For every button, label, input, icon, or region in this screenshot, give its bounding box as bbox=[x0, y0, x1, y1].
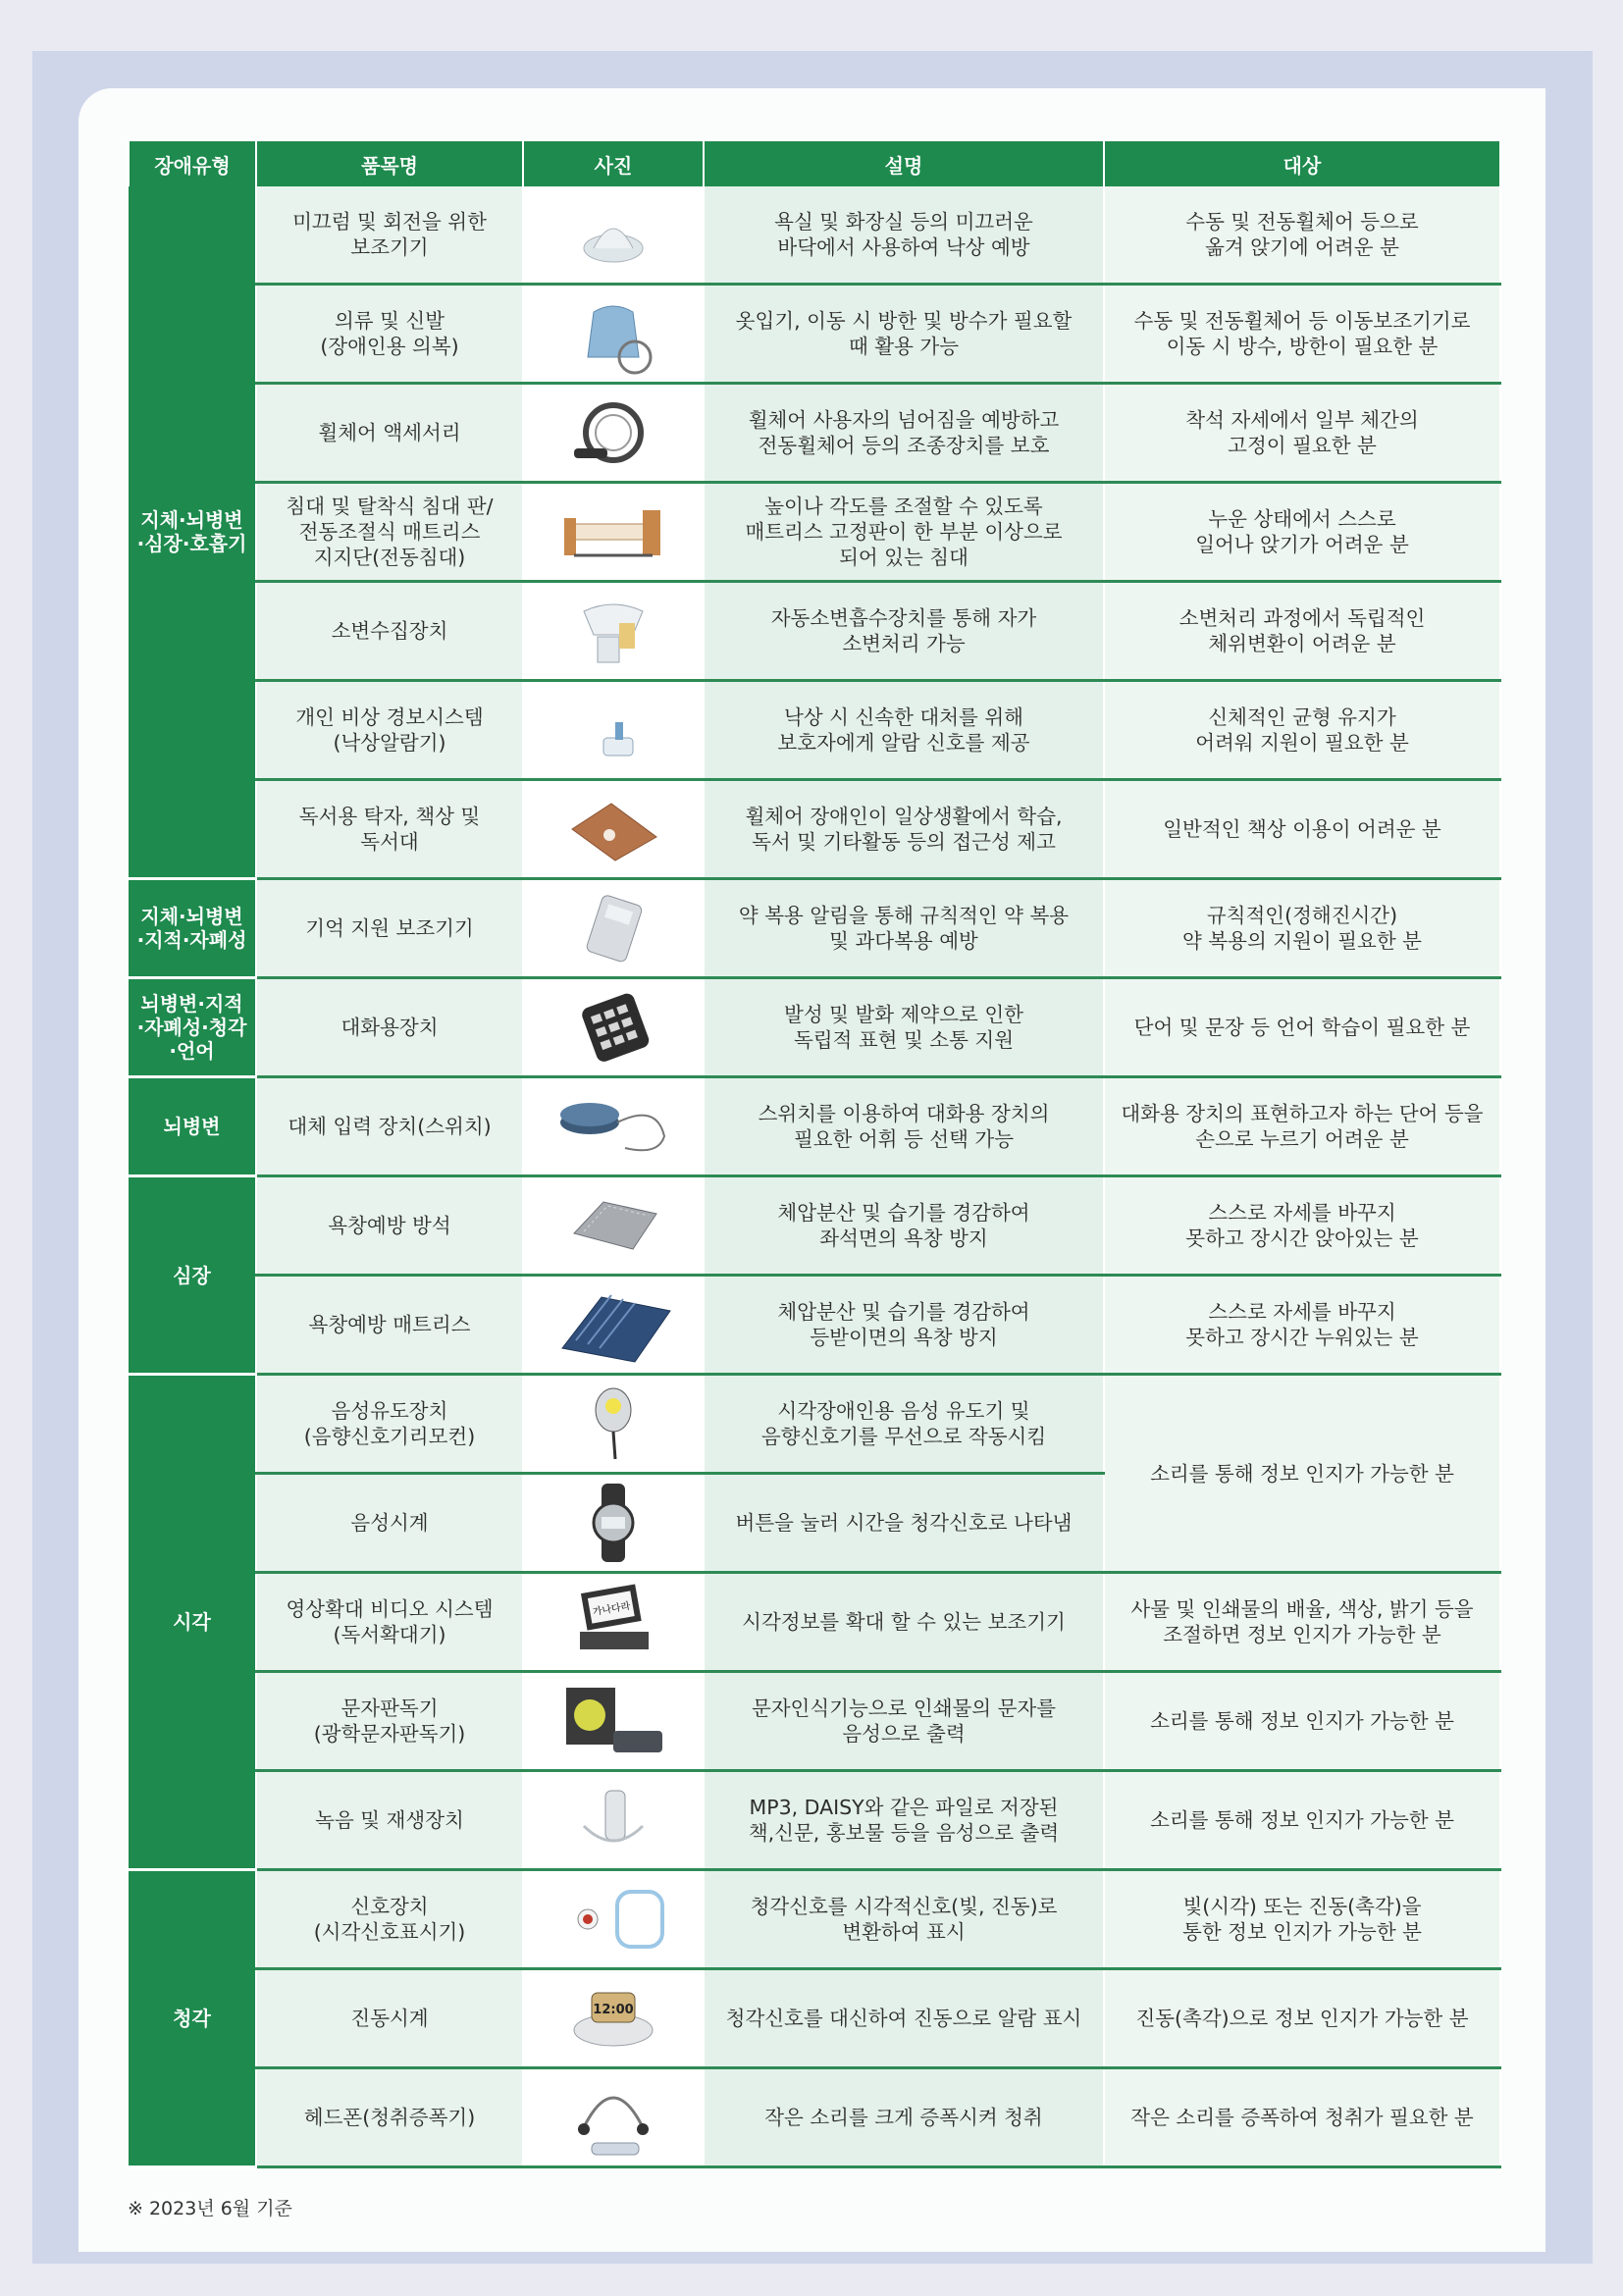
disability-type-cell: 지체·뇌병변 ·지적·자폐성 bbox=[129, 879, 256, 978]
photo-cell bbox=[523, 1375, 704, 1474]
reading-stand-icon bbox=[554, 786, 672, 872]
assistive-device-table bbox=[128, 139, 1501, 2168]
vibrating-clock-icon bbox=[554, 1975, 672, 2061]
item-name-cell: 기억 지원 보조기기 bbox=[256, 879, 523, 978]
disability-type-cell: 심장 bbox=[129, 1176, 256, 1375]
description-cell: 발성 및 발화 제약으로 인한 독립적 표현 및 소통 지원 bbox=[704, 978, 1104, 1077]
audio-player-icon bbox=[554, 1777, 672, 1863]
table-row bbox=[129, 1375, 1500, 1474]
photo-cell bbox=[523, 1870, 704, 1969]
table-row bbox=[129, 978, 1500, 1077]
target-cell: 진동(촉각)으로 정보 인지가 가능한 분 bbox=[1104, 1969, 1500, 2068]
item-name-cell: 녹음 및 재생장치 bbox=[256, 1771, 523, 1870]
item-name-cell: 진동시계 bbox=[256, 1969, 523, 2068]
clock-display-text: 12:00 bbox=[593, 2003, 634, 2017]
footnote: ※ 2023년 6월 기준 bbox=[128, 2198, 292, 2219]
table-row bbox=[129, 1771, 1500, 1870]
signal-light-icon bbox=[554, 1876, 672, 1962]
target-cell: 소변처리 과정에서 독립적인 체위변환이 어려운 분 bbox=[1104, 582, 1500, 681]
table-row bbox=[129, 1077, 1500, 1176]
wheel-belt-icon bbox=[554, 390, 672, 476]
target-cell: 착석 자세에서 일부 체간의 고정이 필요한 분 bbox=[1104, 384, 1500, 483]
target-cell: 소리를 통해 정보 인지가 가능한 분 bbox=[1104, 1771, 1500, 1870]
description-cell: 약 복용 알림을 통해 규칙적인 약 복용 및 과다복용 예방 bbox=[704, 879, 1104, 978]
magnifier-screen-text: 가나다라 bbox=[592, 1600, 632, 1619]
photo-cell bbox=[523, 1276, 704, 1375]
target-cell: 사물 및 인쇄물의 배율, 색상, 밝기 등을 조절하면 정보 인지가 가능한 분 bbox=[1104, 1573, 1500, 1672]
description-cell: 욕실 및 화장실 등의 미끄러운 바닥에서 사용하여 낙상 예방 bbox=[704, 186, 1104, 285]
target-cell: 대화용 장치의 표현하고자 하는 단어 등을 손으로 누르기 어려운 분 bbox=[1104, 1077, 1500, 1176]
item-name-cell: 음성유도장치 (음향신호기리모컨) bbox=[256, 1375, 523, 1474]
electric-bed-icon bbox=[554, 489, 672, 575]
ocr-reader-icon bbox=[554, 1678, 672, 1764]
table-row bbox=[129, 2068, 1500, 2167]
target-cell: 수동 및 전동휠체어 등 이동보조기기로 이동 시 방수, 방한이 필요한 분 bbox=[1104, 285, 1500, 384]
description-cell: 휠체어 사용자의 넘어짐을 예방하고 전동휠체어 등의 조종장치를 보호 bbox=[704, 384, 1104, 483]
description-cell: 버튼을 눌러 시간을 청각신호로 나타냄 bbox=[704, 1474, 1104, 1573]
table-row bbox=[129, 1672, 1500, 1771]
item-name-cell: 휠체어 액세서리 bbox=[256, 384, 523, 483]
remote-control-icon bbox=[554, 1381, 672, 1467]
headphone-amplifier-icon bbox=[554, 2074, 672, 2161]
table-header-row bbox=[129, 140, 1500, 186]
description-cell: 청각신호를 대신하여 진동으로 알람 표시 bbox=[704, 1969, 1104, 2068]
photo-cell bbox=[523, 1672, 704, 1771]
target-cell: 신체적인 균형 유지가 어려워 지원이 필요한 분 bbox=[1104, 681, 1500, 780]
table-row bbox=[129, 186, 1500, 285]
target-cell: 작은 소리를 증폭하여 청취가 필요한 분 bbox=[1104, 2068, 1500, 2167]
photo-cell bbox=[523, 1771, 704, 1870]
input-switch-icon bbox=[554, 1083, 672, 1170]
table-row bbox=[129, 879, 1500, 978]
table-row bbox=[129, 1573, 1500, 1672]
item-name-cell: 미끄럼 및 회전을 위한 보조기기 bbox=[256, 186, 523, 285]
item-name-cell: 개인 비상 경보시스템 (낙상알람기) bbox=[256, 681, 523, 780]
photo-cell bbox=[523, 681, 704, 780]
photo-cell bbox=[523, 384, 704, 483]
target-cell: 스스로 자세를 바꾸지 못하고 장시간 누워있는 분 bbox=[1104, 1276, 1500, 1375]
photo-cell bbox=[523, 582, 704, 681]
description-cell: 자동소변흡수장치를 통해 자가 소변처리 가능 bbox=[704, 582, 1104, 681]
table-row bbox=[129, 285, 1500, 384]
fall-alarm-icon bbox=[554, 687, 672, 773]
photo-cell bbox=[523, 1176, 704, 1276]
disability-type-cell: 지체·뇌병변 ·심장·호흡기 bbox=[129, 186, 256, 879]
target-cell: 수동 및 전동휠체어 등으로 옮겨 앉기에 어려운 분 bbox=[1104, 186, 1500, 285]
item-name-cell: 대체 입력 장치(스위치) bbox=[256, 1077, 523, 1176]
description-cell: 높이나 각도를 조절할 수 있도록 매트리스 고정판이 한 부분 이상으로 되어 있는 침대 bbox=[704, 483, 1104, 582]
disability-type-cell: 뇌병변 bbox=[129, 1077, 256, 1176]
photo-cell bbox=[523, 483, 704, 582]
target-cell: 빛(시각) 또는 진동(촉각)을 통한 정보 인지가 가능한 분 bbox=[1104, 1870, 1500, 1969]
description-cell: 시각장애인용 음성 유도기 및 음향신호기를 무선으로 작동시킴 bbox=[704, 1375, 1104, 1474]
target-cell: 스스로 자세를 바꾸지 못하고 장시간 앉아있는 분 bbox=[1104, 1176, 1500, 1276]
pill-reminder-icon bbox=[554, 885, 672, 971]
description-cell: 옷입기, 이동 시 방한 및 방수가 필요할 때 활용 가능 bbox=[704, 285, 1104, 384]
table-row bbox=[129, 582, 1500, 681]
slip-prevention-mat-icon bbox=[554, 191, 672, 278]
item-name-cell: 의류 및 신발 (장애인용 의복) bbox=[256, 285, 523, 384]
target-cell: 단어 및 문장 등 언어 학습이 필요한 분 bbox=[1104, 978, 1500, 1077]
target-cell: 일반적인 책상 이용이 어려운 분 bbox=[1104, 780, 1500, 879]
description-cell: 휠체어 장애인이 일상생활에서 학습, 독서 및 기타활동 등의 접근성 제고 bbox=[704, 780, 1104, 879]
table-row bbox=[129, 384, 1500, 483]
mattress-icon bbox=[554, 1281, 672, 1368]
urine-collector-icon bbox=[554, 588, 672, 674]
table-row bbox=[129, 1969, 1500, 2068]
description-cell: 시각정보를 확대 할 수 있는 보조기기 bbox=[704, 1573, 1104, 1672]
description-cell: 낙상 시 신속한 대처를 위해 보호자에게 알람 신호를 제공 bbox=[704, 681, 1104, 780]
item-name-cell: 독서용 탁자, 책상 및 독서대 bbox=[256, 780, 523, 879]
table-row bbox=[129, 1276, 1500, 1375]
item-name-cell: 신호장치 (시각신호표시기) bbox=[256, 1870, 523, 1969]
header-item-name: 품목명 bbox=[256, 140, 523, 186]
cushion-icon bbox=[554, 1182, 672, 1269]
item-name-cell: 침대 및 탈착식 침대 판/ 전동조절식 매트리스 지지단(전동침대) bbox=[256, 483, 523, 582]
target-cell: 누운 상태에서 스스로 일어나 앉기가 어려운 분 bbox=[1104, 483, 1500, 582]
item-name-cell: 문자판독기 (광학문자판독기) bbox=[256, 1672, 523, 1771]
target-cell: 규칙적인(정해진시간) 약 복용의 지원이 필요한 분 bbox=[1104, 879, 1500, 978]
item-name-cell: 대화용장치 bbox=[256, 978, 523, 1077]
table-row bbox=[129, 1870, 1500, 1969]
item-name-cell: 음성시계 bbox=[256, 1474, 523, 1573]
header-target: 대상 bbox=[1104, 140, 1500, 186]
item-name-cell: 영상확대 비디오 시스템 (독서확대기) bbox=[256, 1573, 523, 1672]
description-cell: 작은 소리를 크게 증폭시켜 청취 bbox=[704, 2068, 1104, 2167]
photo-cell bbox=[523, 2068, 704, 2167]
photo-cell bbox=[523, 978, 704, 1077]
disability-type-cell: 청각 bbox=[129, 1870, 256, 2167]
description-cell: 문자인식기능으로 인쇄물의 문자를 음성으로 출력 bbox=[704, 1672, 1104, 1771]
item-name-cell: 헤드폰(청취증폭기) bbox=[256, 2068, 523, 2167]
wheelchair-cape-icon bbox=[554, 290, 672, 377]
table-row bbox=[129, 780, 1500, 879]
table-row bbox=[129, 483, 1500, 582]
disability-type-cell: 시각 bbox=[129, 1375, 256, 1870]
disability-type-cell: 뇌병변·지적 ·자폐성·청각 ·언어 bbox=[129, 978, 256, 1077]
target-cell: 소리를 통해 정보 인지가 가능한 분 bbox=[1104, 1375, 1500, 1573]
photo-cell bbox=[523, 186, 704, 285]
photo-cell bbox=[523, 879, 704, 978]
photo-cell bbox=[523, 1573, 704, 1672]
header-photo: 사진 bbox=[523, 140, 704, 186]
item-name-cell: 욕창예방 매트리스 bbox=[256, 1276, 523, 1375]
photo-cell bbox=[523, 780, 704, 879]
description-cell: 체압분산 및 습기를 경감하여 좌석면의 욕창 방지 bbox=[704, 1176, 1104, 1276]
item-name-cell: 소변수집장치 bbox=[256, 582, 523, 681]
header-disability-type: 장애유형 bbox=[129, 140, 256, 186]
video-magnifier-icon bbox=[554, 1579, 672, 1665]
talking-watch-icon bbox=[554, 1480, 672, 1566]
table-row bbox=[129, 681, 1500, 780]
target-cell: 소리를 통해 정보 인지가 가능한 분 bbox=[1104, 1672, 1500, 1771]
photo-cell bbox=[523, 1077, 704, 1176]
description-cell: 체압분산 및 습기를 경감하여 등받이면의 욕창 방지 bbox=[704, 1276, 1104, 1375]
header-description: 설명 bbox=[704, 140, 1104, 186]
item-name-cell: 욕창예방 방석 bbox=[256, 1176, 523, 1276]
photo-cell bbox=[523, 1474, 704, 1573]
photo-cell bbox=[523, 285, 704, 384]
table-row bbox=[129, 1176, 1500, 1276]
description-cell: MP3, DAISY와 같은 파일로 저장된 책,신문, 홍보물 등을 음성으로 출력 bbox=[704, 1771, 1104, 1870]
photo-cell bbox=[523, 1969, 704, 2068]
communication-device-icon bbox=[554, 984, 672, 1070]
description-cell: 청각신호를 시각적신호(빛, 진동)로 변환하여 표시 bbox=[704, 1870, 1104, 1969]
description-cell: 스위치를 이용하여 대화용 장치의 필요한 어휘 등 선택 가능 bbox=[704, 1077, 1104, 1176]
